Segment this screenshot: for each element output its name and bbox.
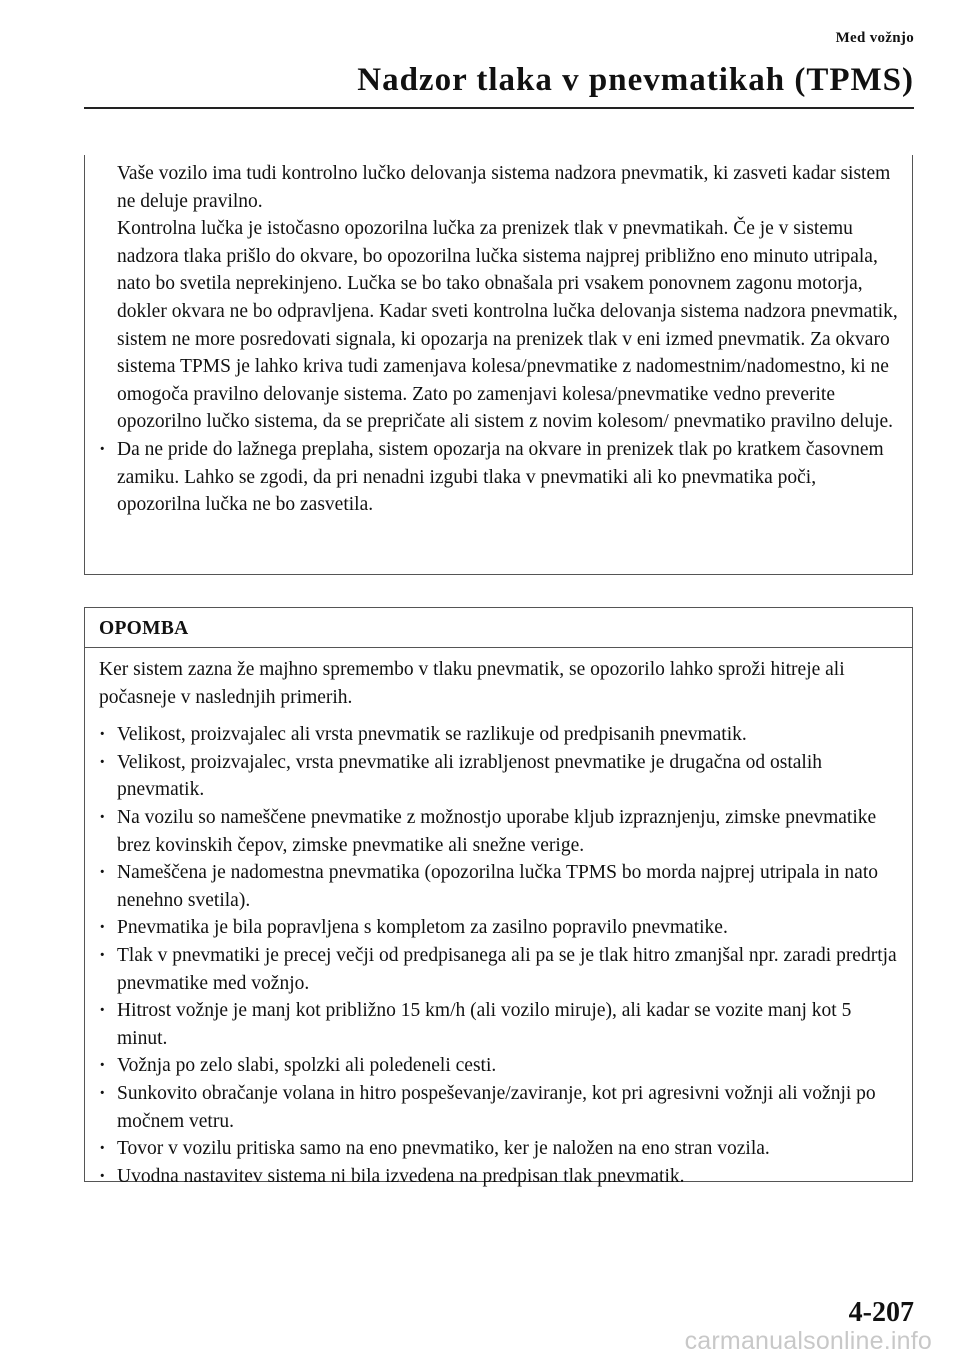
info-bullet-text: Da ne pride do lažnega preplaha, sistem opozarja na okvare in prenizek tlak po kratkem časovnem zamiku. Lahko se zgodi, da pri nenadni izgubi tlaka v pnevmatiki ali ko pnevmatika poči, opozorilna lučka ne bo zasvetila.: [117, 438, 884, 516]
continued-info-box: [84, 155, 913, 575]
header-rule: [84, 107, 914, 109]
note-list-item: [99, 721, 900, 749]
bullet-dot: ·: [99, 1165, 106, 1187]
note-list-item: [99, 914, 900, 942]
note-list-item: [99, 804, 900, 859]
bullet-dot: ·: [99, 1000, 106, 1022]
note-item-text: Uvodna nastavitev sistema ni bila izvedena na predpisan tlak pnevmatik.: [117, 1165, 685, 1187]
note-item-text: Vožnja po zelo slabi, spolzki ali poledeneli cesti.: [117, 1055, 497, 1077]
note-intro: Ker sistem zazna že majhno spremembo v tlaku pnevmatik, se opozorilo lahko sproži hitreje ali počasneje v naslednjih primerih.: [99, 659, 845, 708]
note-item-text: Nameščena je nadomestna pnevmatika (opozorilna lučka TPMS bo morda najprej utripala in nato nenehno svetila).: [117, 862, 878, 911]
note-box: [84, 607, 913, 1187]
bullet-dot: ·: [99, 438, 106, 460]
bullet-dot: ·: [99, 862, 106, 884]
note-list-item: [99, 942, 900, 997]
note-item-text: Sunkovito obračanje volana in hitro pospeševanje/zaviranje, kot pri agresivni vožnji ali vožnji po močnem vetru.: [117, 1082, 876, 1132]
note-list-item: [99, 1052, 900, 1080]
page-number: 4-207: [848, 1297, 914, 1328]
section-label: Med vožnjo: [835, 30, 914, 46]
watermark: carmanualsonline.info: [684, 1327, 932, 1355]
note-item-text: Velikost, proizvajalec, vrsta pnevmatike ali izrabljenost pnevmatike je drugačna od ostalih pnevmatik.: [117, 751, 823, 801]
note-list-item: [99, 997, 900, 1052]
bullet-dot: ·: [99, 1138, 106, 1160]
note-item-text: Velikost, proizvajalec ali vrsta pnevmatik se razlikuje od predpisanih pnevmatik.: [117, 724, 747, 746]
bullet-dot: ·: [99, 724, 106, 746]
note-list-item: [99, 1163, 900, 1191]
note-item-text: Hitrost vožnje je manj kot približno 15 km/h (ali vozilo miruje), ali kadar se vozite manj kot 5 minut.: [117, 1000, 852, 1049]
bullet-dot: ·: [99, 1082, 106, 1104]
note-list-item: [99, 1135, 900, 1163]
note-item-text: Tovor v vozilu pritiska samo na eno pnevmatiko, ker je naložen na eno stran vozila.: [117, 1138, 770, 1160]
note-item-text: Pnevmatika je bila popravljena s kompletom za zasilno popravilo pnevmatike.: [117, 917, 728, 939]
info-bullet: [99, 436, 900, 519]
page-title: Nadzor tlaka v pnevmatikah (TPMS): [357, 62, 914, 98]
info-paragraph-1: Vaše vozilo ima tudi kontrolno lučko delovanja sistema nadzora pnevmatik, ki zasveti kadar sistem ne deluje pravilno.: [117, 163, 891, 212]
bullet-dot: ·: [99, 1055, 106, 1077]
bullet-dot: ·: [99, 751, 106, 773]
info-paragraph-2: Kontrolna lučka je istočasno opozorilna lučka za prenizek tlak v pnevmatikah. Če je v sistemu nadzora tlaka prišlo do okvare, bo opozorilna lučka sistema najprej približno eno minuto utripala, nato bo svetila neprekinjeno. Lučka se bo tako obnašala pri vsakem ponovnem zagonu motorja, dokler okvara ne bo odpravljena. Kadar sveti kontrolna lučka delovanja sistema nadzora pnevmatik, sistem ne more posredovati signala, ki opozarja na prenizek tlak v eni izmed pnevmatik. Za okvaro sistema TPMS je lahko kriva tudi zamenjava kolesa/pnevmatike z nadomestnim/nadomestno, ki ne omogoča pravilno delovanje sistema. Zato po zamenjavi kolesa/pnevmatike vedno preverite opozorilno lučko sistema, da se prepričate ali sistem z novim kolesom/ pnevmatiko pravilno deluje.: [117, 218, 898, 433]
continued-info-content: [99, 160, 900, 519]
note-list-item: [99, 1080, 900, 1135]
note-list: [99, 721, 900, 1190]
bullet-dot: ·: [99, 917, 106, 939]
note-list-item: [99, 749, 900, 804]
note-item-text: Tlak v pnevmatiki je precej večji od predpisanega ali pa se je tlak hitro zmanjšal npr. zaradi predrtja pnevmatike med vožnjo.: [117, 944, 897, 994]
note-item-text: Na vozilu so nameščene pnevmatike z možnostjo uporabe kljub izpraznjenju, zimske pnevmatike brez kovinskih čepov, zimske pnevmatike ali snežne verige.: [117, 806, 877, 856]
bullet-dot: ·: [99, 806, 106, 828]
bullet-dot: ·: [99, 944, 106, 966]
note-heading: OPOMBA: [85, 608, 912, 648]
note-list-item: [99, 859, 900, 914]
